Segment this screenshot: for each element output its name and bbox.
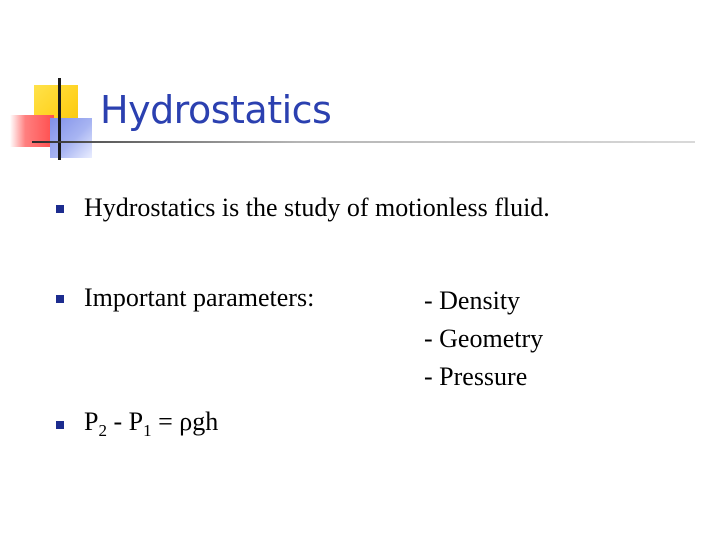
p2-symbol: P — [84, 407, 99, 436]
minus-sign: - — [106, 407, 129, 436]
square-bullet-icon — [56, 205, 64, 213]
parameter-pressure: - Pressure — [424, 362, 528, 391]
p1-subscript: 1 — [143, 421, 152, 440]
p1-symbol: P — [128, 407, 144, 436]
slide-title: Hydrostatics — [100, 88, 332, 132]
parameter-geometry: - Geometry — [424, 324, 544, 353]
p2-subscript: 2 — [98, 421, 107, 440]
square-bullet-icon — [56, 295, 64, 303]
hydrostatic-equation — [84, 407, 219, 440]
logo-vertical-line — [58, 78, 61, 160]
title-underline — [32, 141, 695, 143]
logo-blue-square — [50, 118, 92, 158]
parameter-list — [424, 282, 543, 396]
bullet-text-parameters: Important parameters: — [84, 283, 315, 312]
square-bullet-icon — [56, 421, 64, 429]
parameter-density: - Density — [424, 286, 521, 315]
bullet-text-definition: Hydrostatics is the study of motionless fluid. — [84, 193, 550, 222]
equation-rhs: = ρgh — [151, 407, 219, 436]
